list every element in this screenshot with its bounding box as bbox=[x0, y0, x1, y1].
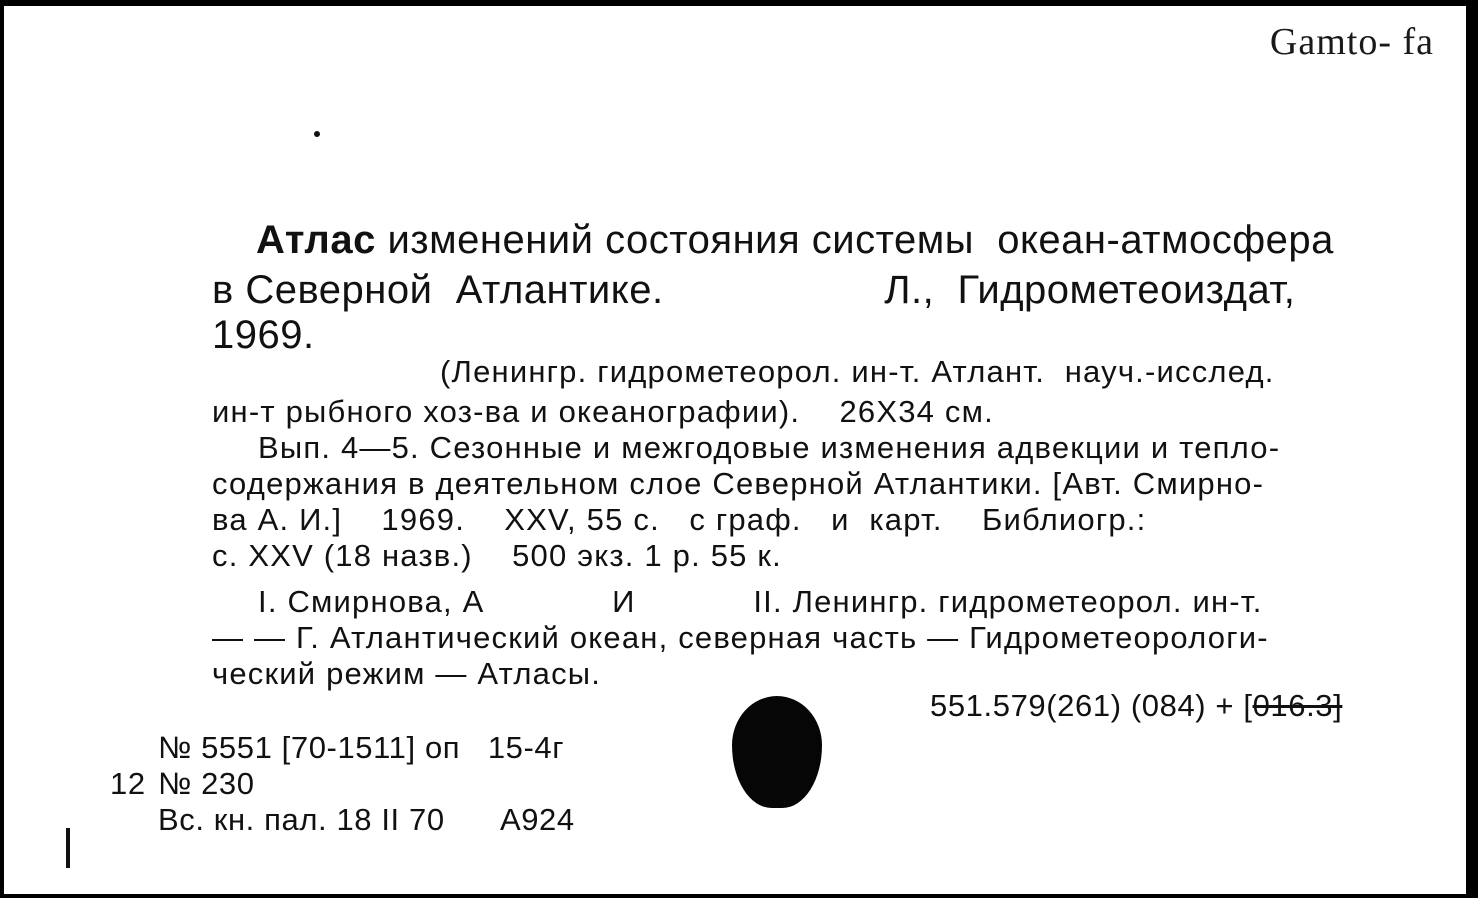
issue-line-2: содержания в деятельном слое Северной Атлантики. [Авт. Смирно- bbox=[212, 466, 1265, 501]
title-line-3: 1969. bbox=[212, 313, 315, 357]
title-lead-word: Атлас bbox=[256, 218, 376, 262]
issue-line-3: ва А. И.] 1969. XXV, 55 с. с граф. и карт. Библиогр.: bbox=[212, 502, 1147, 537]
footer-line-3: Вс. кн. пал. 18 II 70 А924 bbox=[158, 802, 575, 837]
handwritten-corner-mark: Gamto- fa bbox=[1269, 21, 1434, 63]
footer-prefix: 12 bbox=[110, 766, 146, 801]
catalog-card bbox=[4, 0, 1466, 894]
udc-struck: 016.3] bbox=[1252, 688, 1343, 723]
udc-main: 551.579(261) (084) + [ bbox=[930, 688, 1253, 723]
tracings-line-2: — — Г. Атлантический океан, северная часть — Гидрометеорологи- bbox=[212, 620, 1269, 655]
tracings-line-3: ческий режим — Атласы. bbox=[212, 656, 602, 691]
title-line-1 bbox=[256, 218, 1334, 263]
issue-line-1: Вып. 4—5. Сезонные и межгодовые изменения адвекции и тепло- bbox=[258, 430, 1281, 465]
tracings-line-1: I. Смирнова, А И II. Ленингр. гидрометеорол. ин-т. bbox=[258, 584, 1263, 619]
footer-line-2: № 230 bbox=[158, 766, 255, 801]
issue-line-4: с. XXV (18 назв.) 500 экз. 1 р. 55 к. bbox=[212, 538, 782, 573]
title-rest: изменений состояния системы океан-атмосфера bbox=[375, 218, 1334, 262]
title-line-2: в Северной Атлантике. Л., Гидрометеоиздат, bbox=[212, 268, 1296, 312]
series-note-line-1: (Ленингр. гидрометеорол. ин-т. Атлант. науч.-исслед. bbox=[440, 354, 1275, 389]
ink-blot bbox=[732, 696, 822, 808]
margin-tick-mark bbox=[66, 828, 70, 868]
ink-speck bbox=[314, 131, 320, 137]
series-note-line-2: ин-т рыбного хоз-ва и океанографии). 26X34 см. bbox=[212, 394, 994, 429]
udc-classification bbox=[930, 688, 1342, 724]
footer-line-1: № 5551 [70-1511] оп 15-4г bbox=[158, 730, 565, 765]
